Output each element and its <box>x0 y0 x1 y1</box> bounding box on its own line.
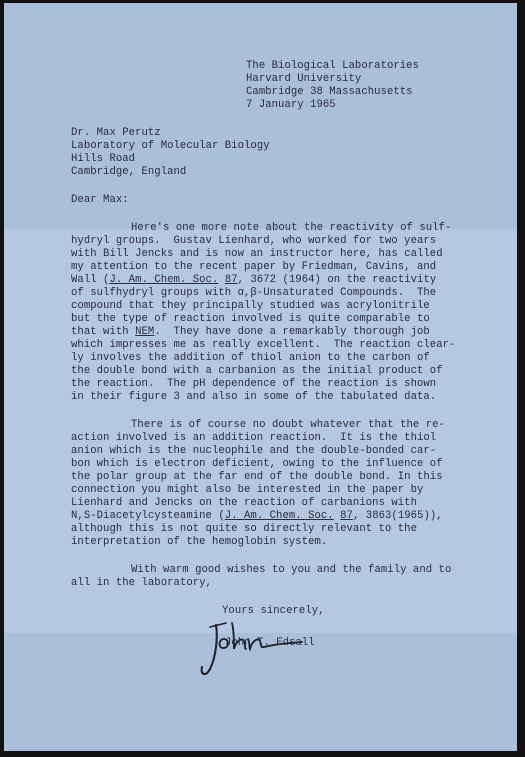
journal-citation: J. Am. Chem. Soc. <box>224 510 334 522</box>
paragraph-line: Here's one more note about the reactivity of sulf- <box>131 222 452 234</box>
paragraph-line: but the type of reaction involved is quite comparable to <box>71 313 430 325</box>
paragraph-line: with Bill Jencks and is now an instructor here, has called <box>71 248 443 260</box>
line-text: that with <box>71 326 136 338</box>
paragraph-line: bon which is electron deficient, owing to the influence of <box>71 458 443 470</box>
journal-volume: 87 <box>224 274 238 286</box>
line-text: , 3672 (1964) on the reactivity <box>237 274 437 286</box>
paragraph-line: the double bond with a carbanion as the initial product of <box>71 365 443 377</box>
paragraph-line: With warm good wishes to you and the family and to <box>131 564 452 576</box>
paragraph-line: action involved is an addition reaction. It is the thiol <box>71 432 437 444</box>
paragraph-line: although this is not quite so directly relevant to the <box>71 523 417 535</box>
paragraph-line: the polar group at the far end of the double bond. In this <box>71 471 443 483</box>
handwritten-signature <box>196 617 306 681</box>
paragraph-line: connection you might also be interested in the paper by <box>71 484 424 496</box>
paragraph-line: anion which is the nucleophile and the double-bonded car- <box>71 445 437 457</box>
letterhead-line: The Biological Laboratories <box>246 60 419 72</box>
paragraph-line <box>71 510 443 522</box>
recipient-org: Laboratory of Molecular Biology <box>71 140 270 152</box>
paragraph-line: There is of course no doubt whatever that the re- <box>131 419 445 431</box>
paragraph-line: hydryl groups. Gustav Lienhard, who worked for two years <box>71 235 437 247</box>
paragraph-line <box>71 274 436 286</box>
paragraph-line: compound that they principally studied was acrylonitrile <box>71 300 430 312</box>
letterhead-line: Harvard University <box>246 73 362 85</box>
line-text: N,S-Diacetylcysteamine ( <box>71 510 225 522</box>
letterhead-line: Cambridge 38 Massachusetts <box>246 86 413 98</box>
paragraph-line: Lienhard and Jencks on the reaction of carbanions with <box>71 497 417 509</box>
paragraph-line: the reaction. The pH dependence of the reaction is shown <box>71 378 437 390</box>
journal-citation: J. Am. Chem. Soc. <box>109 274 219 286</box>
closing: Yours sincerely, <box>222 605 325 617</box>
paragraph-line <box>71 326 430 338</box>
line-text: . They have done a remarkably thorough job <box>154 326 430 338</box>
paragraph-line: ly involves the addition of thiol anion to the carbon of <box>71 352 430 364</box>
letter-date: 7 January 1965 <box>246 99 336 111</box>
line-text: , 3863(1965)), <box>352 510 443 522</box>
paragraph-line: in their figure 3 and also in some of the tabulated data. <box>71 391 437 403</box>
line-text: Wall ( <box>71 274 110 286</box>
recipient-city: Cambridge, England <box>71 166 187 178</box>
paragraph-line: all in the laboratory, <box>71 577 212 589</box>
paragraph-line: my attention to the recent paper by Friedman, Cavins, and <box>71 261 437 273</box>
letter-sheet <box>4 3 517 751</box>
abbreviation-nem: NEM <box>135 326 155 338</box>
journal-volume: 87 <box>340 510 353 522</box>
recipient-street: Hills Road <box>71 153 136 165</box>
salutation: Dear Max: <box>71 194 129 206</box>
paragraph-line: which impresses me as really excellent. The reaction clear- <box>71 339 456 351</box>
paragraph-line: of sulfhydryl groups with α,β-Unsaturated Compounds. The <box>71 287 437 299</box>
recipient-name: Dr. Max Perutz <box>71 127 161 139</box>
paragraph-line: interpretation of the hemoglobin system. <box>71 536 328 548</box>
signer-name: John T. Edsall <box>225 637 315 649</box>
